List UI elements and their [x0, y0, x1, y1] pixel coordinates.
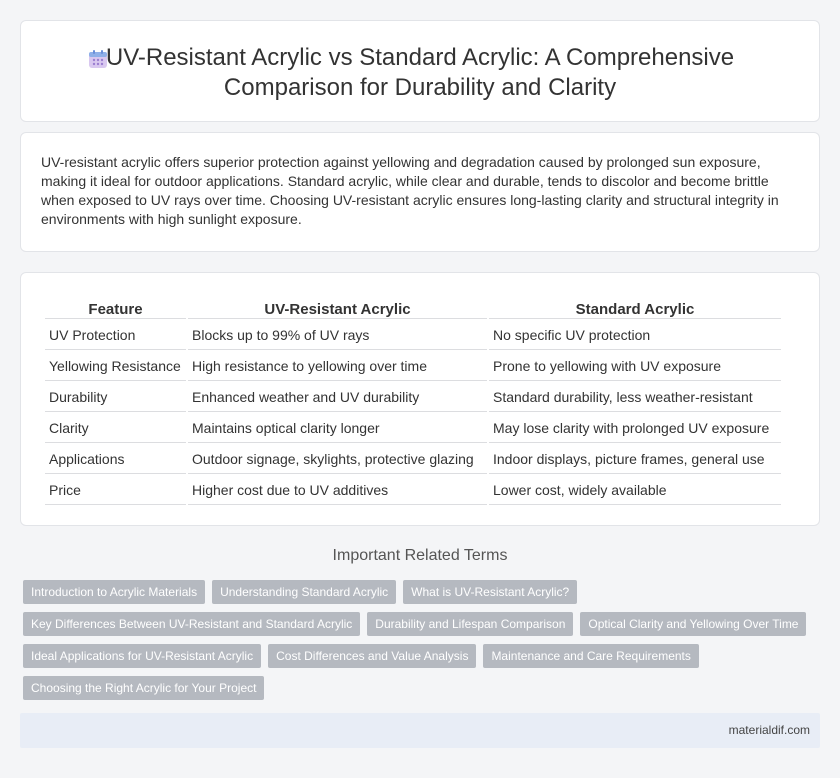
header-uv-resistant: UV-Resistant Acrylic — [188, 297, 487, 319]
intro-paragraph: UV-resistant acrylic offers superior protection against yellowing and degradation caused by prolonged sun exposure, making it ideal for outdoor applications. Standard acrylic, while clear and durable, tends to discolor and become brittle when exposed to UV rays over time. Choosing UV-resistant acrylic ensures long-lasting clarity and structural integrity in environments with high sunlight exposure. — [41, 154, 779, 227]
comparison-table-card — [20, 272, 820, 526]
cell-standard: Prone to yellowing with UV exposure — [489, 352, 781, 381]
tag-row — [23, 644, 813, 668]
cell-uv-resistant: Blocks up to 99% of UV rays — [188, 321, 487, 350]
header-feature: Feature — [45, 297, 186, 319]
table-row — [45, 352, 781, 381]
title-card — [20, 20, 820, 122]
cell-standard: May lose clarity with prolonged UV exposure — [489, 414, 781, 443]
tag-row — [23, 676, 813, 700]
table-row — [45, 383, 781, 412]
related-term-tag[interactable]: Introduction to Acrylic Materials — [23, 580, 205, 604]
tag-row — [23, 580, 813, 604]
table-row — [45, 445, 781, 474]
cell-feature: UV Protection — [45, 321, 186, 350]
cell-uv-resistant: Enhanced weather and UV durability — [188, 383, 487, 412]
comparison-table — [43, 295, 783, 507]
related-term-tag[interactable]: Choosing the Right Acrylic for Your Project — [23, 676, 264, 700]
header-standard: Standard Acrylic — [489, 297, 781, 319]
cell-standard: No specific UV protection — [489, 321, 781, 350]
table-row — [45, 476, 781, 505]
related-term-tag[interactable]: Understanding Standard Acrylic — [212, 580, 396, 604]
cell-feature: Clarity — [45, 414, 186, 443]
related-term-tag[interactable]: Durability and Lifespan Comparison — [367, 612, 573, 636]
site-link[interactable]: materialdif.com — [728, 723, 810, 737]
cell-uv-resistant: High resistance to yellowing over time — [188, 352, 487, 381]
cell-uv-resistant: Outdoor signage, skylights, protective glazing — [188, 445, 487, 474]
related-term-tag[interactable]: What is UV-Resistant Acrylic? — [403, 580, 577, 604]
table-header-row — [45, 297, 781, 319]
intro-card — [20, 132, 820, 252]
cell-uv-resistant: Maintains optical clarity longer — [188, 414, 487, 443]
cell-feature: Yellowing Resistance — [45, 352, 186, 381]
footer-bar — [20, 713, 820, 748]
cell-feature: Price — [45, 476, 186, 505]
related-term-tag[interactable]: Key Differences Between UV-Resistant and Standard Acrylic — [23, 612, 360, 636]
page-title: UV-Resistant Acrylic vs Standard Acrylic: A Comprehensive Comparison for Durability and Clarity — [105, 44, 735, 101]
cell-uv-resistant: Higher cost due to UV additives — [188, 476, 487, 505]
related-term-tag[interactable]: Ideal Applications for UV-Resistant Acrylic — [23, 644, 261, 668]
related-term-tag[interactable]: Maintenance and Care Requirements — [483, 644, 698, 668]
related-term-tag[interactable]: Optical Clarity and Yellowing Over Time — [580, 612, 806, 636]
cell-standard: Lower cost, widely available — [489, 476, 781, 505]
table-row — [45, 321, 781, 350]
cell-standard: Indoor displays, picture frames, general use — [489, 445, 781, 474]
related-term-tag[interactable]: Cost Differences and Value Analysis — [268, 644, 476, 668]
cell-standard: Standard durability, less weather-resistant — [489, 383, 781, 412]
table-row — [45, 414, 781, 443]
related-terms-heading: Important Related Terms — [332, 547, 508, 564]
cell-feature: Applications — [45, 445, 186, 474]
tag-row — [23, 612, 813, 636]
cell-feature: Durability — [45, 383, 186, 412]
related-terms-list — [23, 580, 813, 708]
